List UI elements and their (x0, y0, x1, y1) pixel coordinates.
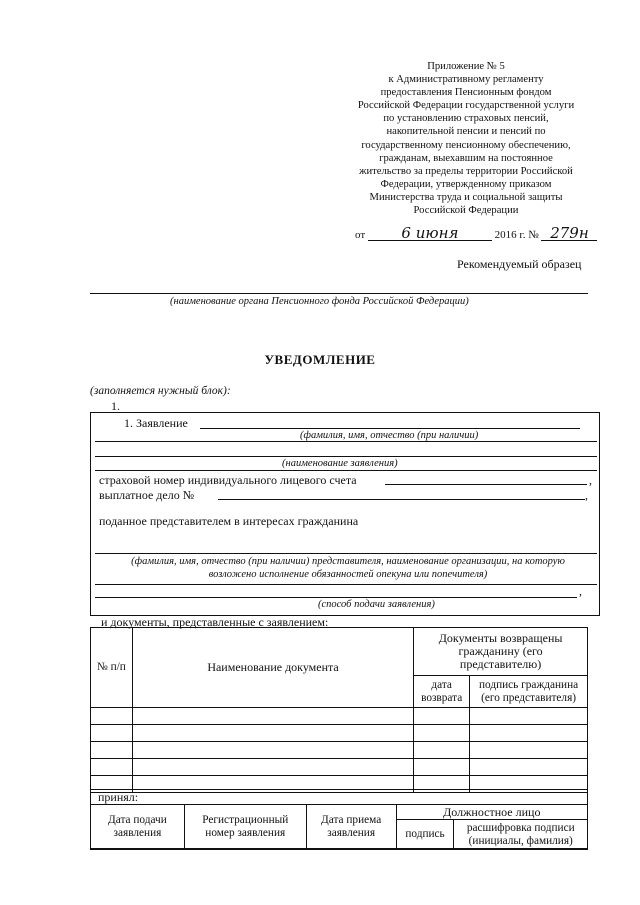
table-row (91, 725, 588, 742)
appendix-line: Российской Федерации государственной услуги (357, 100, 575, 112)
appendix-line: Министерства труда и социальной защиты (369, 191, 563, 203)
appendix-line: гражданам, выехавшим на постоянное (379, 152, 553, 164)
submission-method-line[interactable] (95, 597, 577, 598)
appendix-line: Российской Федерации (413, 205, 519, 217)
method-comma: , (579, 584, 582, 598)
appendix-line: Приложение № 5 (427, 61, 505, 72)
col-header-return-date: дата возврата (414, 676, 470, 708)
documents-intro: и документы, представленные с заявлением: (101, 615, 329, 629)
col-header-sign: подпись (396, 820, 454, 850)
representative-caption-line1: (фамилия, имя, отчество (при наличии) представителя, наименование организации, на которую (131, 556, 565, 567)
recommended-sample-label: Рекомендуемый образец (457, 257, 582, 271)
block-number: 1. (111, 399, 120, 413)
application-name-line[interactable] (95, 456, 597, 457)
accepted-table (90, 804, 588, 850)
table-row (91, 708, 588, 725)
col-header-official: Должностное лицо (396, 805, 587, 820)
col-header-number: № п/п (91, 628, 133, 708)
accepted-label: принял: (98, 790, 139, 804)
col-header-decoding: расшифровка подписи (инициалы, фамилия) (454, 820, 588, 850)
application-name-caption: (наименование заявления) (282, 458, 398, 469)
appendix-line: накопительной пенсии и пенсий по (386, 126, 546, 138)
separator-line (95, 441, 597, 442)
fio-caption: (фамилия, имя, отчество (при наличии) (300, 430, 479, 441)
snils-comma: , (589, 473, 592, 487)
application-label: 1. Заявление (124, 416, 188, 430)
appendix-line: государственному пенсионному обеспечению, (361, 139, 571, 151)
year-text: 2016 г. № (494, 229, 539, 241)
separator-line (95, 470, 597, 471)
appendix-line: предоставления Пенсионным фондом (380, 87, 552, 99)
col-header-returned: Документы возвращены гражданину (его представителю) (414, 628, 588, 676)
handwritten-number: 279н (541, 227, 597, 241)
representative-caption-line2: возложено исполнение обязанностей опекуна или попечителя) (208, 569, 488, 580)
handwritten-date: 6 июня (368, 227, 492, 241)
appendix-line: Федерации, утвержденному приказом (380, 178, 552, 190)
col-header-signature: подпись гражданина (его представителя) (470, 676, 588, 708)
representative-label: поданное представителем в интересах гражданина (99, 514, 359, 528)
page-title: УВЕДОМЛЕНИЕ (264, 352, 376, 367)
appendix-header (335, 60, 597, 217)
submission-method-caption: (способ подачи заявления) (318, 599, 435, 610)
snils-input-line[interactable] (385, 484, 587, 485)
documents-table (90, 627, 588, 793)
case-input-line[interactable] (218, 499, 585, 500)
separator-line (95, 584, 597, 585)
case-comma: , (585, 488, 588, 502)
table-row (91, 742, 588, 759)
org-name-line (90, 293, 588, 294)
col-header-document-name: Наименование документа (132, 628, 413, 708)
fill-note: (заполняется нужный блок): (90, 385, 231, 397)
applicant-name-line[interactable] (200, 428, 580, 429)
representative-name-line[interactable] (95, 553, 597, 554)
appendix-line: к Административному регламенту (388, 74, 544, 86)
col-header-reg-number: Регистрационный номер заявления (184, 805, 306, 850)
appendix-line: жительство за пределы территории Российской (359, 165, 573, 177)
col-header-accept-date: Дата приема заявления (306, 805, 396, 850)
snils-label: страховой номер индивидуального лицевого счета (99, 473, 357, 487)
case-label: выплатное дело № (99, 488, 195, 502)
order-date-line (355, 224, 597, 242)
col-header-submit-date: Дата подачи заявления (91, 805, 185, 850)
date-prefix: от (355, 229, 366, 241)
appendix-line: по установлению страховых пенсий, (383, 113, 549, 125)
table-row (91, 759, 588, 776)
org-caption: (наименование органа Пенсионного фонда Российской Федерации) (170, 296, 469, 307)
